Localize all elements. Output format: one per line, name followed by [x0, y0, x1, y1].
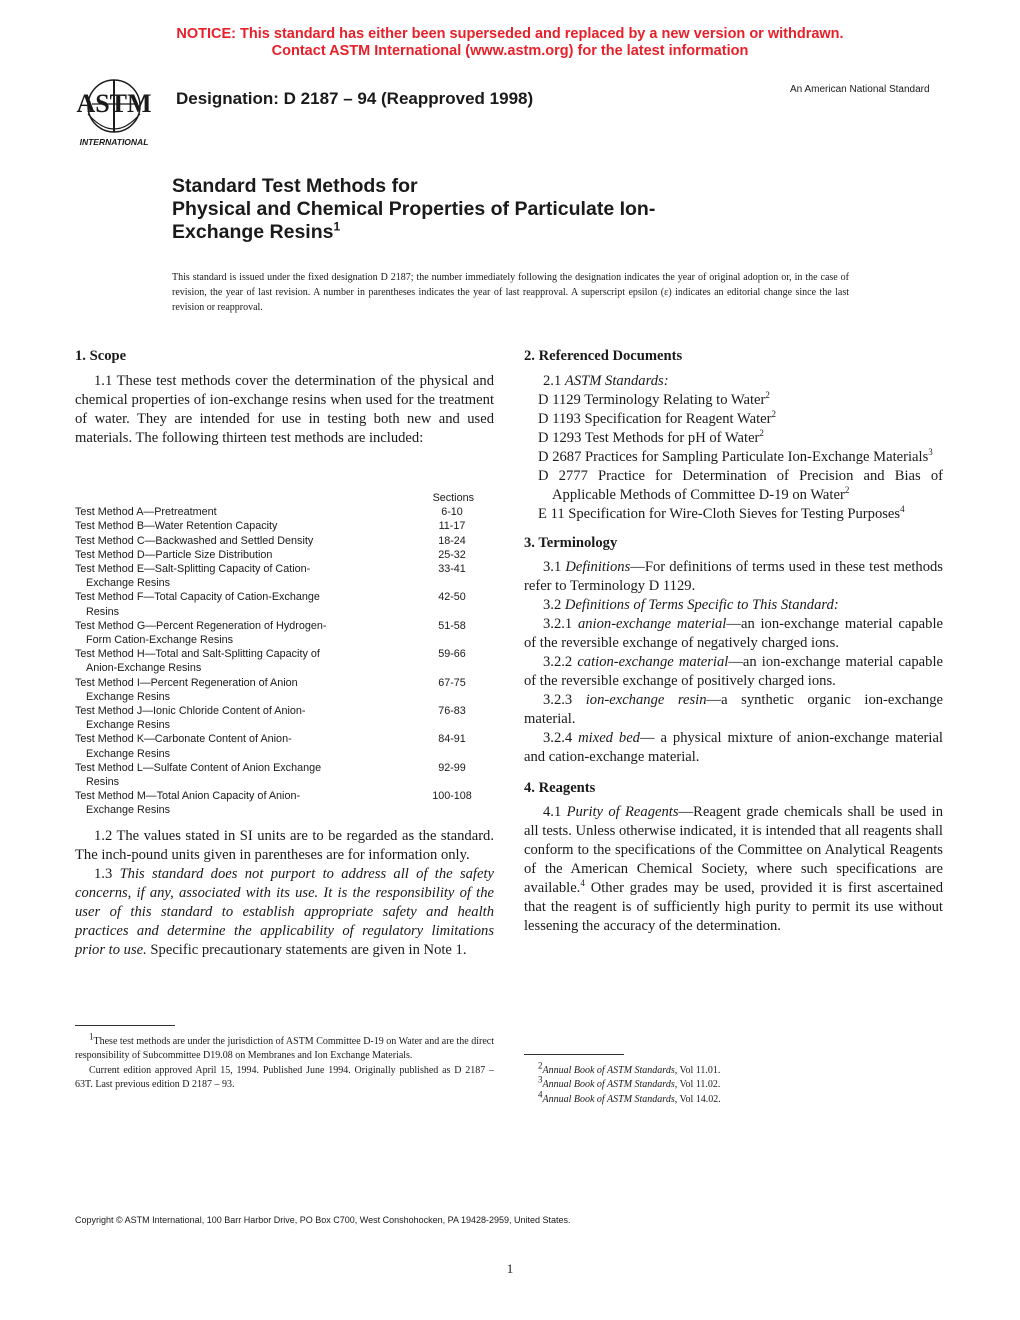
definition-number: 3.2.3	[543, 692, 573, 708]
footnote-1-mark: 1	[89, 1031, 94, 1042]
method-name-line: Test Method J—Ionic Chloride Content of Anion-	[75, 705, 306, 718]
referenced-document-text: D 1129 Terminology Relating to Water	[538, 392, 766, 408]
p13-number: 1.3	[94, 866, 113, 882]
notice-line-2: Contact ASTM International (www.astm.org) for the latest information	[271, 43, 749, 59]
scope-paragraph-1-3	[75, 865, 494, 960]
method-name-continued: Exchange Resins	[86, 804, 171, 817]
american-national-standard: An American National Standard	[790, 84, 930, 95]
page-number: 1	[506, 1261, 514, 1276]
definition-text: —a synthetic organic ion-exchange material.	[524, 692, 944, 727]
definition-term: mixed bed	[578, 730, 640, 746]
scope-paragraph-1-2: 1.2 The values stated in SI units are to be regarded as the standard. The inch-pound units given in parentheses are for information only.	[75, 828, 494, 863]
footnote-1-edition: Current edition approved April 15, 1994. Published June 1994. Originally published as D 2187 – 63T. Last previous edition D 2187 – 93.	[75, 1064, 494, 1091]
method-row	[75, 590, 494, 618]
method-row	[75, 619, 494, 647]
astm-standards-label	[524, 372, 943, 391]
referenced-document-text: D 1193 Specification for Reagent Water	[538, 411, 772, 427]
p13-italic: This standard does not purport to address all of the safety concerns, if any, associated with its use. It is the responsibility of the user of this standard to establish appropriate safety and health practices and determine the applicability of regulatory limitations prior to use.	[75, 866, 494, 958]
terminology-3-2	[524, 596, 943, 615]
title-footnote-mark: 1	[333, 219, 341, 234]
t32-term: Definitions of Terms Specific to This Standard:	[564, 597, 839, 613]
method-row	[75, 789, 494, 817]
definition-term: anion-exchange material	[577, 616, 727, 632]
method-sections: 59-66	[438, 648, 466, 661]
referenced-document-text: E 11 Specification for Wire-Cloth Sieves for Testing Purposes	[538, 506, 901, 522]
definition-number: 3.2.2	[543, 654, 573, 670]
referenced-document	[524, 410, 943, 429]
method-row	[75, 704, 494, 732]
method-name	[75, 505, 375, 519]
referenced-document-text: D 2777 Practice for Determination of Precision and Bias of Applicable Methods of Committee D-19 on Water	[538, 468, 943, 503]
method-name-line: Test Method G—Percent Regeneration of Hydrogen-	[75, 619, 327, 632]
method-name-line: Test Method B—Water Retention Capacity	[75, 520, 278, 533]
referenced-document-footnote-mark: 4	[900, 504, 905, 515]
definition-term: cation-exchange material	[577, 654, 729, 670]
method-sections: 84-91	[438, 733, 466, 746]
method-name-line: Test Method C—Backwashed and Settled Density	[75, 534, 314, 547]
method-name-line: Test Method E—Salt-Splitting Capacity of Cation-	[75, 563, 311, 576]
t31-number: 3.1	[543, 559, 562, 575]
method-sections: 67-75	[438, 676, 466, 689]
r41-term: Purity of Reagents	[566, 804, 679, 820]
reagents-4-1	[524, 803, 943, 936]
t31-term: Definitions	[565, 559, 631, 575]
footnote-source: Annual Book of ASTM Standards	[542, 1093, 675, 1105]
method-name	[75, 548, 375, 562]
method-row	[75, 676, 494, 704]
method-row	[75, 562, 494, 590]
footnotes-left	[75, 1031, 494, 1093]
method-sections: 33-41	[438, 563, 466, 576]
method-name-continued: Form Cation-Exchange Resins	[86, 634, 234, 647]
scope-continued	[75, 827, 494, 960]
logo-subtext: INTERNATIONAL	[79, 137, 149, 147]
r41-text-2: Other grades may be used, provided it is first ascertained that the reagent is of sufficiently high purity to permit its use without lessening the accuracy of the determination.	[524, 880, 943, 934]
method-name	[75, 704, 375, 732]
method-name-continued: Exchange Resins	[86, 719, 171, 732]
method-sections: 51-58	[438, 619, 466, 632]
designation: Designation: D 2187 – 94 (Reapproved 1998)	[176, 89, 534, 108]
method-name	[75, 562, 375, 590]
scope-paragraph-1-1: 1.1 These test methods cover the determination of the physical and chemical properties of ion-exchange resins when used for the treatment of water. They are intended for use in testing both new and used materials. The following thirteen test methods are included:	[75, 373, 494, 446]
method-name-line: Test Method H—Total and Salt-Splitting Capacity of	[75, 648, 320, 661]
method-name-line: Test Method F—Total Capacity of Cation-Exchange	[75, 591, 320, 604]
method-sections: 6-10	[441, 506, 463, 519]
definition-text: —an ion-exchange material capable of the reversible exchange of negatively charged ions.	[524, 616, 943, 651]
method-name-line: Test Method D—Particle Size Distribution	[75, 548, 273, 561]
footnote-mark: 4	[538, 1089, 543, 1100]
method-sections: 92-99	[438, 761, 466, 774]
method-name	[75, 534, 375, 548]
footnote-volume: , Vol 11.01.	[674, 1065, 721, 1076]
definition-text: — a physical mixture of anion-exchange material and cation-exchange material.	[524, 730, 943, 765]
referenced-document	[524, 391, 943, 410]
t31-text: —For definitions of terms used in these test methods refer to Terminology D 1129.	[524, 559, 943, 594]
definition-number: 3.2.1	[543, 616, 573, 632]
referenced-document-footnote-mark: 2	[771, 409, 776, 420]
footnotes-right	[538, 1060, 943, 1107]
method-rows	[75, 505, 494, 817]
logo-text: ASTM	[76, 89, 152, 118]
method-row	[75, 732, 494, 760]
referenced-document	[524, 467, 943, 505]
r41-footnote-mark: 4	[580, 878, 585, 889]
method-row	[75, 505, 494, 519]
footnote-1-text: These test methods are under the jurisdiction of ASTM Committee D-19 on Water and are the direct responsibility of Subcommittee D19.08 on Membranes and Ion Exchange Materials.	[75, 1036, 494, 1062]
r41-text-1: —Reagent grade chemicals shall be used in all tests. Unless otherwise indicated, it is intended that all reagents shall conform to the specifications of the Committee on Analytical Reagents of the American Chemical Society, where such specifications are available.	[524, 804, 943, 896]
method-row	[75, 548, 494, 562]
astm-logo	[66, 74, 162, 150]
referenced-document	[524, 429, 943, 448]
method-name	[75, 519, 375, 533]
definition-term: ion-exchange resin	[585, 692, 707, 708]
title-line-3-text: Exchange Resins	[172, 221, 334, 243]
definitions-list	[524, 615, 943, 767]
referenced-document	[524, 448, 943, 467]
method-name-line: Test Method M—Total Anion Capacity of Anion-	[75, 790, 301, 803]
definition-number: 3.2.4	[543, 730, 573, 746]
definition	[524, 615, 943, 653]
sections-header: Sections	[432, 492, 474, 504]
method-name	[75, 590, 375, 618]
method-name-continued: Resins	[86, 605, 120, 618]
method-row	[75, 647, 494, 675]
footnote-rule-right	[524, 1054, 624, 1055]
method-sections: 42-50	[438, 591, 466, 604]
method-sections: 25-32	[438, 548, 466, 561]
referenced-document-text: D 1293 Test Methods for pH of Water	[538, 430, 760, 446]
referenced-document-footnote-mark: 2	[844, 485, 850, 496]
footnote-volume: , Vol 14.02.	[674, 1093, 721, 1105]
astm-logo-icon	[66, 74, 162, 150]
method-sections: 76-83	[438, 705, 466, 718]
method-name-continued: Exchange Resins	[86, 690, 171, 703]
method-row	[75, 761, 494, 789]
title-line-3	[172, 221, 812, 244]
method-name	[75, 647, 375, 675]
method-name	[75, 619, 375, 647]
method-name-continued: Resins	[86, 776, 120, 789]
r41-number: 4.1	[543, 804, 562, 820]
left-column	[75, 347, 494, 448]
method-sections: 18-24	[438, 534, 466, 547]
footnote-mark: 3	[538, 1075, 543, 1086]
document-title	[172, 175, 812, 244]
test-methods-table	[75, 491, 494, 818]
issuance-note: This standard is issued under the fixed designation D 2187; the number immediately following the designation indicates the year of original adoption or, in the case of revision, the year of last revision. A number in parentheses indicates the year of last reapproval. A superscript epsilon (ε) indicates an editorial change since the last revision or reapproval.	[172, 272, 849, 313]
t32-number: 3.2	[543, 597, 562, 613]
section-heading-reagents: 4. Reagents	[524, 780, 596, 796]
method-name-continued: Exchange Resins	[86, 577, 171, 590]
section-heading-terminology: 3. Terminology	[524, 535, 618, 551]
withdrawal-notice	[0, 26, 1020, 60]
referenced-document	[524, 505, 943, 524]
definition	[524, 691, 943, 729]
method-name	[75, 789, 375, 817]
footnote-1	[75, 1031, 494, 1064]
footnote-right	[538, 1089, 943, 1107]
method-row	[75, 519, 494, 533]
method-name	[75, 732, 375, 760]
footnote-rule-left	[75, 1025, 175, 1026]
method-name	[75, 761, 375, 789]
method-sections: 100-108	[432, 790, 472, 803]
terminology-3-1	[524, 558, 943, 596]
method-name-line: Test Method L—Sulfate Content of Anion Exchange	[75, 761, 322, 774]
method-name-line: Test Method K—Carbonate Content of Anion-	[75, 733, 292, 746]
definition-text: —an ion-exchange material capable of the reversible exchange of positively charged ions.	[524, 654, 943, 689]
p13-rest: Specific precautionary statements are given in Note 1.	[150, 942, 467, 958]
method-name	[75, 676, 375, 704]
footnote-volume: , Vol 11.02.	[674, 1079, 721, 1091]
copyright-line: Copyright © ASTM International, 100 Barr Harbor Drive, PO Box C700, West Conshohocken, PA 19428-2959, United States.	[75, 1215, 571, 1225]
referenced-documents-list	[524, 391, 943, 524]
method-row	[75, 534, 494, 548]
method-name-continued: Anion-Exchange Resins	[86, 662, 202, 675]
referenced-document-footnote-mark: 2	[759, 428, 764, 439]
method-sections: 11-17	[438, 520, 466, 533]
referenced-document-footnote-mark: 2	[765, 390, 770, 401]
title-line-2: Physical and Chemical Properties of Particulate Ion-	[172, 198, 656, 220]
definition	[524, 729, 943, 767]
ref-sub-number: 2.1	[543, 373, 562, 389]
section-heading-scope: 1. Scope	[75, 348, 127, 364]
right-column	[524, 347, 943, 936]
method-name-continued: Exchange Resins	[86, 747, 171, 760]
definition	[524, 653, 943, 691]
referenced-document-footnote-mark: 3	[928, 447, 933, 458]
section-heading-referenced-documents: 2. Referenced Documents	[524, 348, 683, 364]
method-name-line: Test Method I—Percent Regeneration of Anion	[75, 676, 298, 689]
method-name-line: Test Method A—Pretreatment	[75, 506, 217, 519]
footnote-mark: 2	[538, 1060, 543, 1071]
title-line-1: Standard Test Methods for	[172, 175, 418, 197]
footnote-source: Annual Book of ASTM Standards	[542, 1079, 675, 1091]
footnote-source: Annual Book of ASTM Standards	[542, 1065, 675, 1076]
notice-line-1: NOTICE: This standard has either been superseded and replaced by a new version or withdrawn.	[176, 26, 844, 42]
referenced-document-text: D 2687 Practices for Sampling Particulate Ion-Exchange Materials	[538, 449, 929, 465]
footnote-right	[538, 1060, 943, 1078]
footnote-right	[538, 1075, 943, 1092]
ref-sub-label: ASTM Standards:	[564, 373, 669, 389]
